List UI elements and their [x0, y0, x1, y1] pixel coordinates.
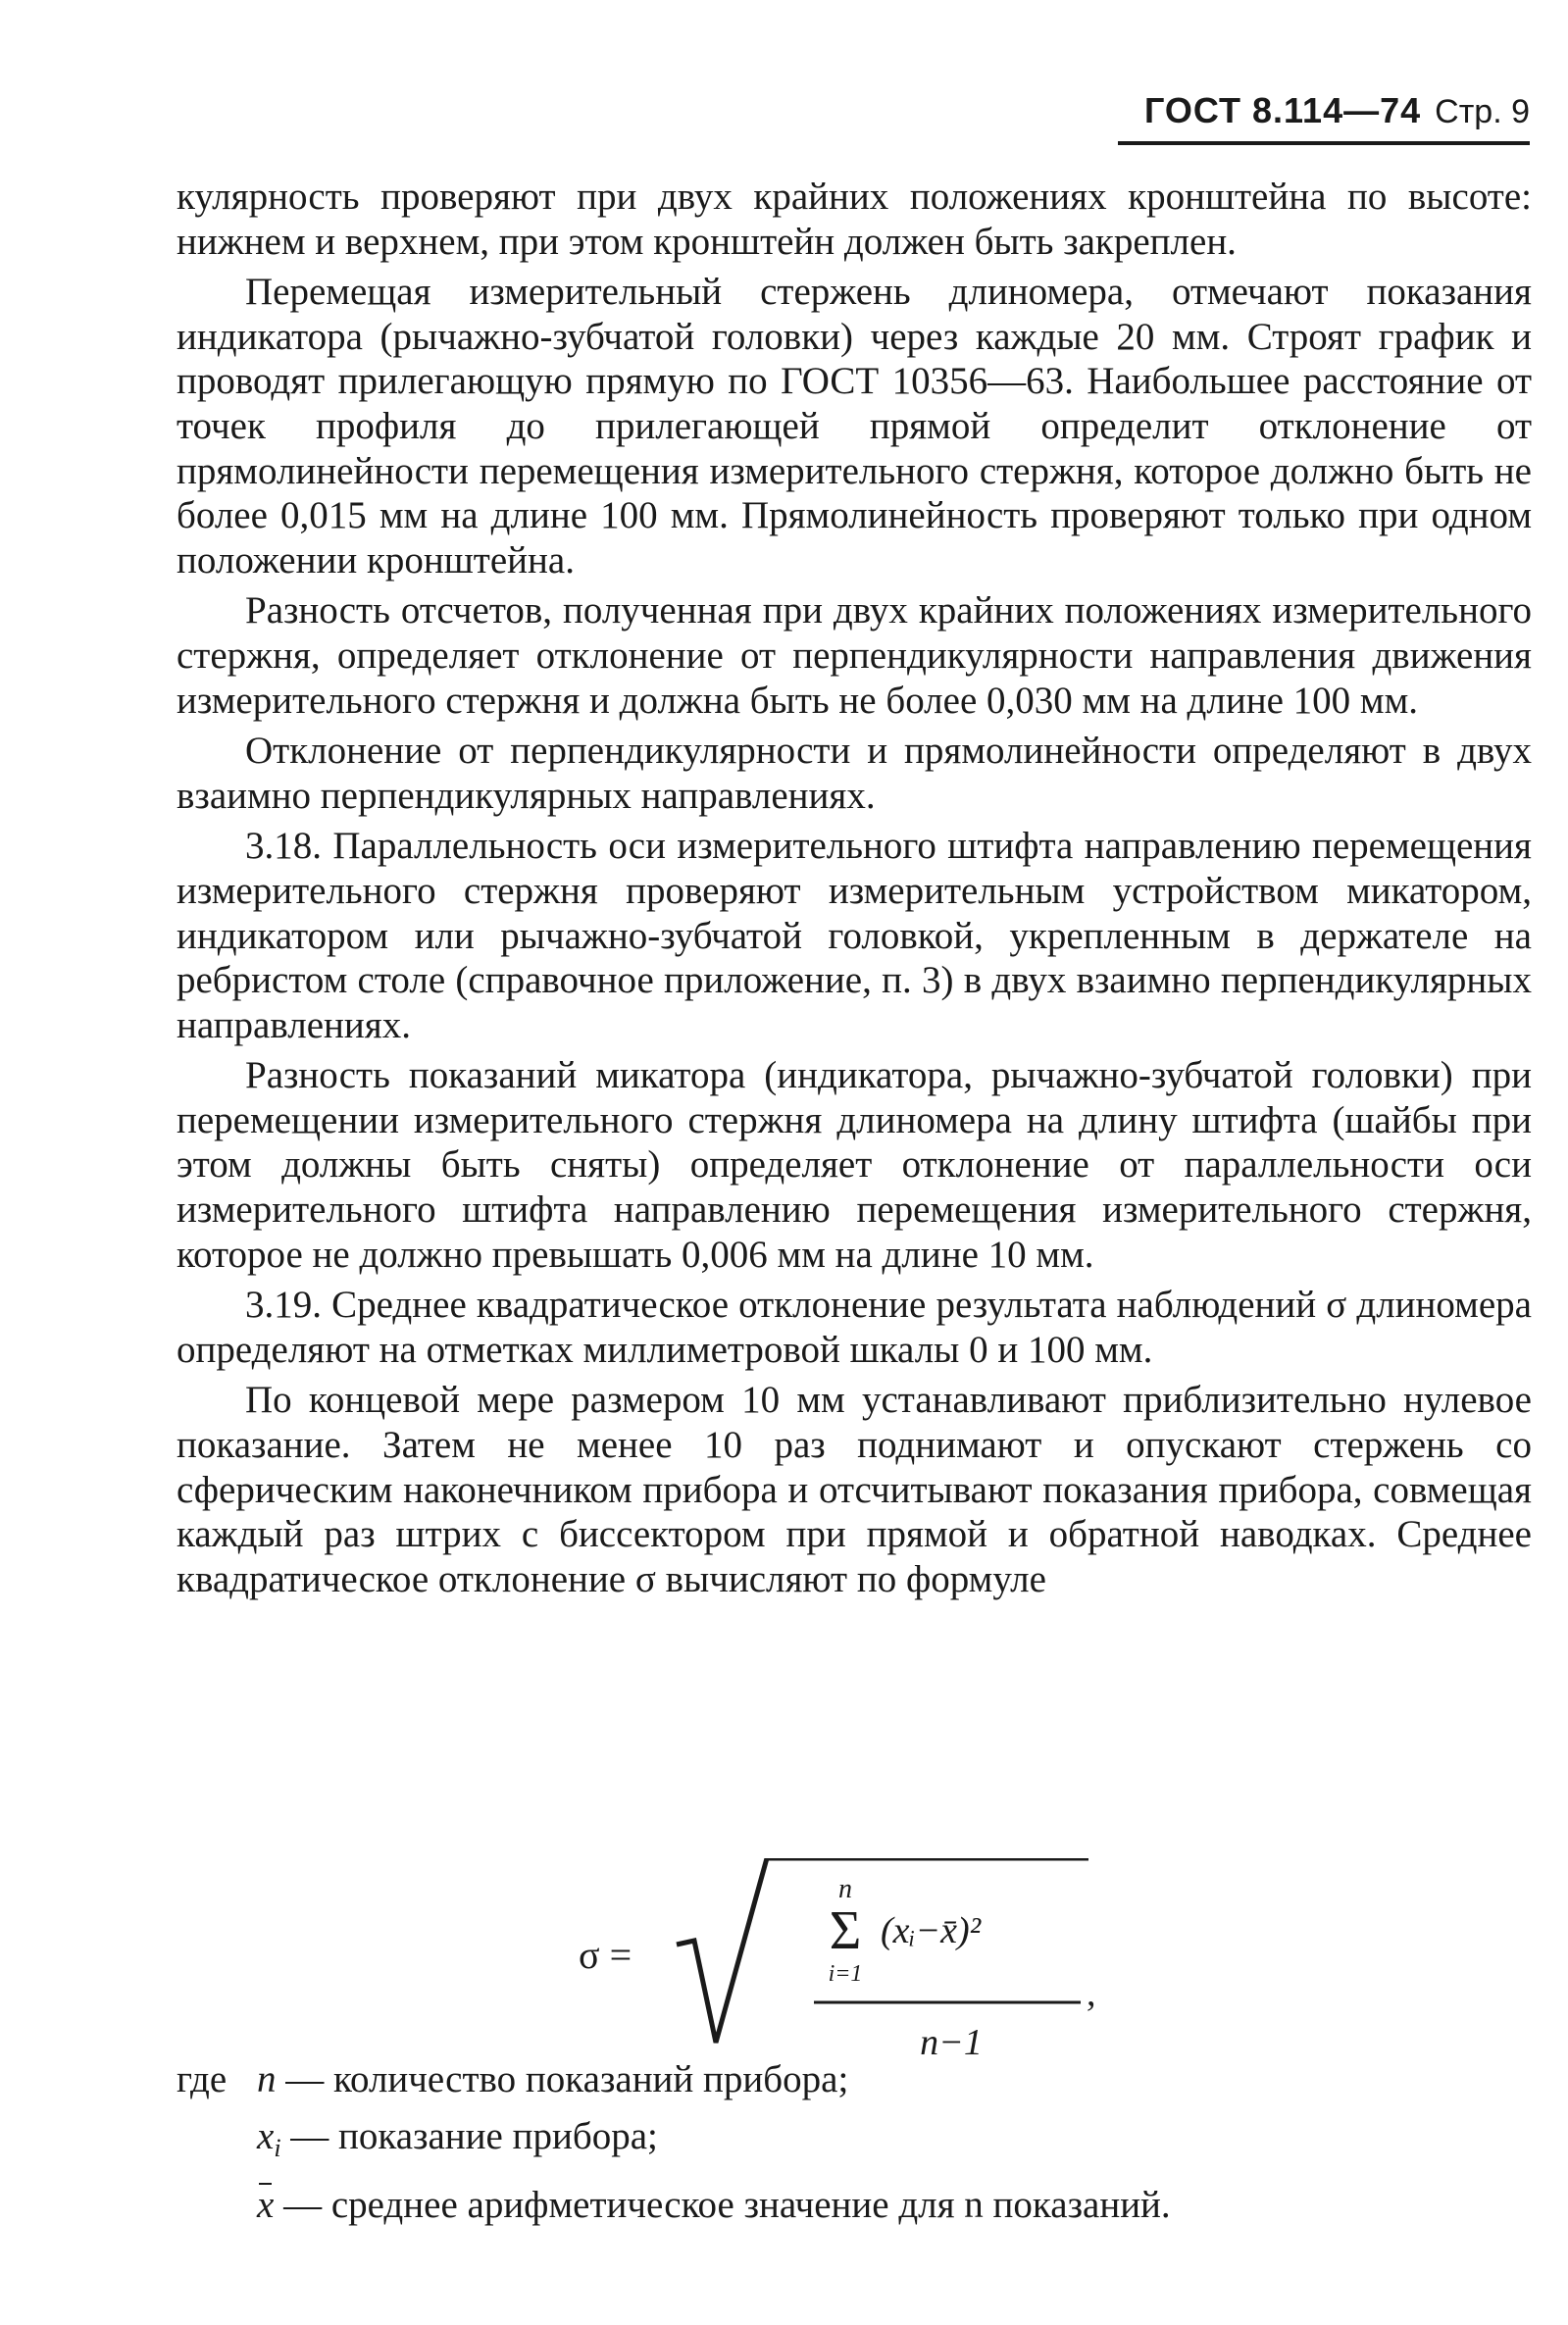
paragraph: Разность отсчетов, полученная при двух крайних положениях измерительного стержня, определяет отклонение от перпендикулярности направления движения измерительного стержня и должна быть не более 0,030 мм на длине 100 мм. [177, 589, 1532, 722]
definition-text: — среднее арифметическое значение для n показаний. [283, 2184, 1171, 2226]
variable-definitions [177, 2051, 1532, 2234]
header-page-number: Стр. 9 [1435, 93, 1530, 130]
definition-row [177, 2051, 1532, 2108]
sum-lower-limit: i=1 [828, 1961, 863, 1987]
definition-text: — показание прибора; [290, 2115, 658, 2157]
formula-lhs: σ = [579, 1933, 632, 1977]
definitions-intro: где [177, 2058, 228, 2100]
sum-term: (xᵢ−x̄)² [881, 1910, 982, 1951]
paragraph: 3.18. Параллельность оси измерительного штифта направлению перемещения измерительного стержня проверяют измерительным устройством микатором, индикатором или рычажно-зубчатой головкой, укрепленным в держателе на ребристом столе (справочное приложение, п. 3) в двух взаимно перпендикулярных направлениях. [177, 825, 1532, 1046]
definition-symbol: n [257, 2058, 277, 2100]
sum-upper-limit: n [838, 1874, 852, 1904]
page-header [1118, 90, 1530, 145]
paragraph: По концевой мере размером 10 мм устанавливают приблизительно нулевое показание. Затем не менее 10 раз поднимают и опускают стержень со сферическим наконечником прибора и отсчитывают показания прибора, совмещая каждый раз штрих с биссектором при прямой и обратной наводках. Среднее квадратическое отклонение σ вычисляют по формуле [177, 1379, 1532, 1600]
paragraph: Отклонение от перпендикулярности и прямолинейности определяют в двух взаимно перпендикулярных направлениях. [177, 730, 1532, 817]
formula-comma: , [1087, 1973, 1096, 2014]
paragraph: 3.19. Среднее квадратическое отклонение результата наблюдений σ длиномера определяют на отметках миллиметровой шкалы 0 и 100 мм. [177, 1284, 1532, 1371]
denominator: n−1 [920, 2022, 983, 2063]
definition-row [177, 2177, 1532, 2234]
paragraph: Разность показаний микатора (индикатора, рычажно-зубчатой головки) при перемещении измерительного стержня длиномера на длину штифта (шайбы при этом должны быть сняты) определяет отклонение от параллельности оси измерительного штифта направлению перемещения измерительного стержня, которое не должно превышать 0,006 мм на длине 10 мм. [177, 1054, 1532, 1276]
paragraph: кулярность проверяют при двух крайних положениях кронштейна по высоте: нижнем и верхнем, при этом кронштейн должен быть закреплен. [177, 176, 1532, 263]
std-deviation-formula [579, 1858, 1128, 2074]
sum-symbol: Σ [829, 1900, 862, 1961]
paragraph: Перемещая измерительный стержень длиномера, отмечают показания индикатора (рычажно-зубчатой головки) через каждые 20 мм. Строят график и проводят прилегающую прямую по ГОСТ 10356—63. Наибольшее расстояние от точек профиля до прилегающей прямой определит отклонение от прямолинейности перемещения измерительного стержня, которое должно быть не более 0,015 мм на длине 100 мм. Прямолинейность проверяют только при одном положении кронштейна. [177, 271, 1532, 581]
definition-symbol: x [257, 2115, 275, 2157]
definition-row [177, 2108, 1532, 2177]
header-document-number: ГОСТ 8.114—74 [1143, 90, 1422, 130]
definition-subscript: i [274, 2134, 281, 2162]
definition-symbol-mean: x [257, 2177, 274, 2234]
definition-text: — количество показаний прибора; [285, 2058, 849, 2100]
formula-graphic [579, 1858, 1128, 2074]
document-body [177, 175, 1532, 1607]
